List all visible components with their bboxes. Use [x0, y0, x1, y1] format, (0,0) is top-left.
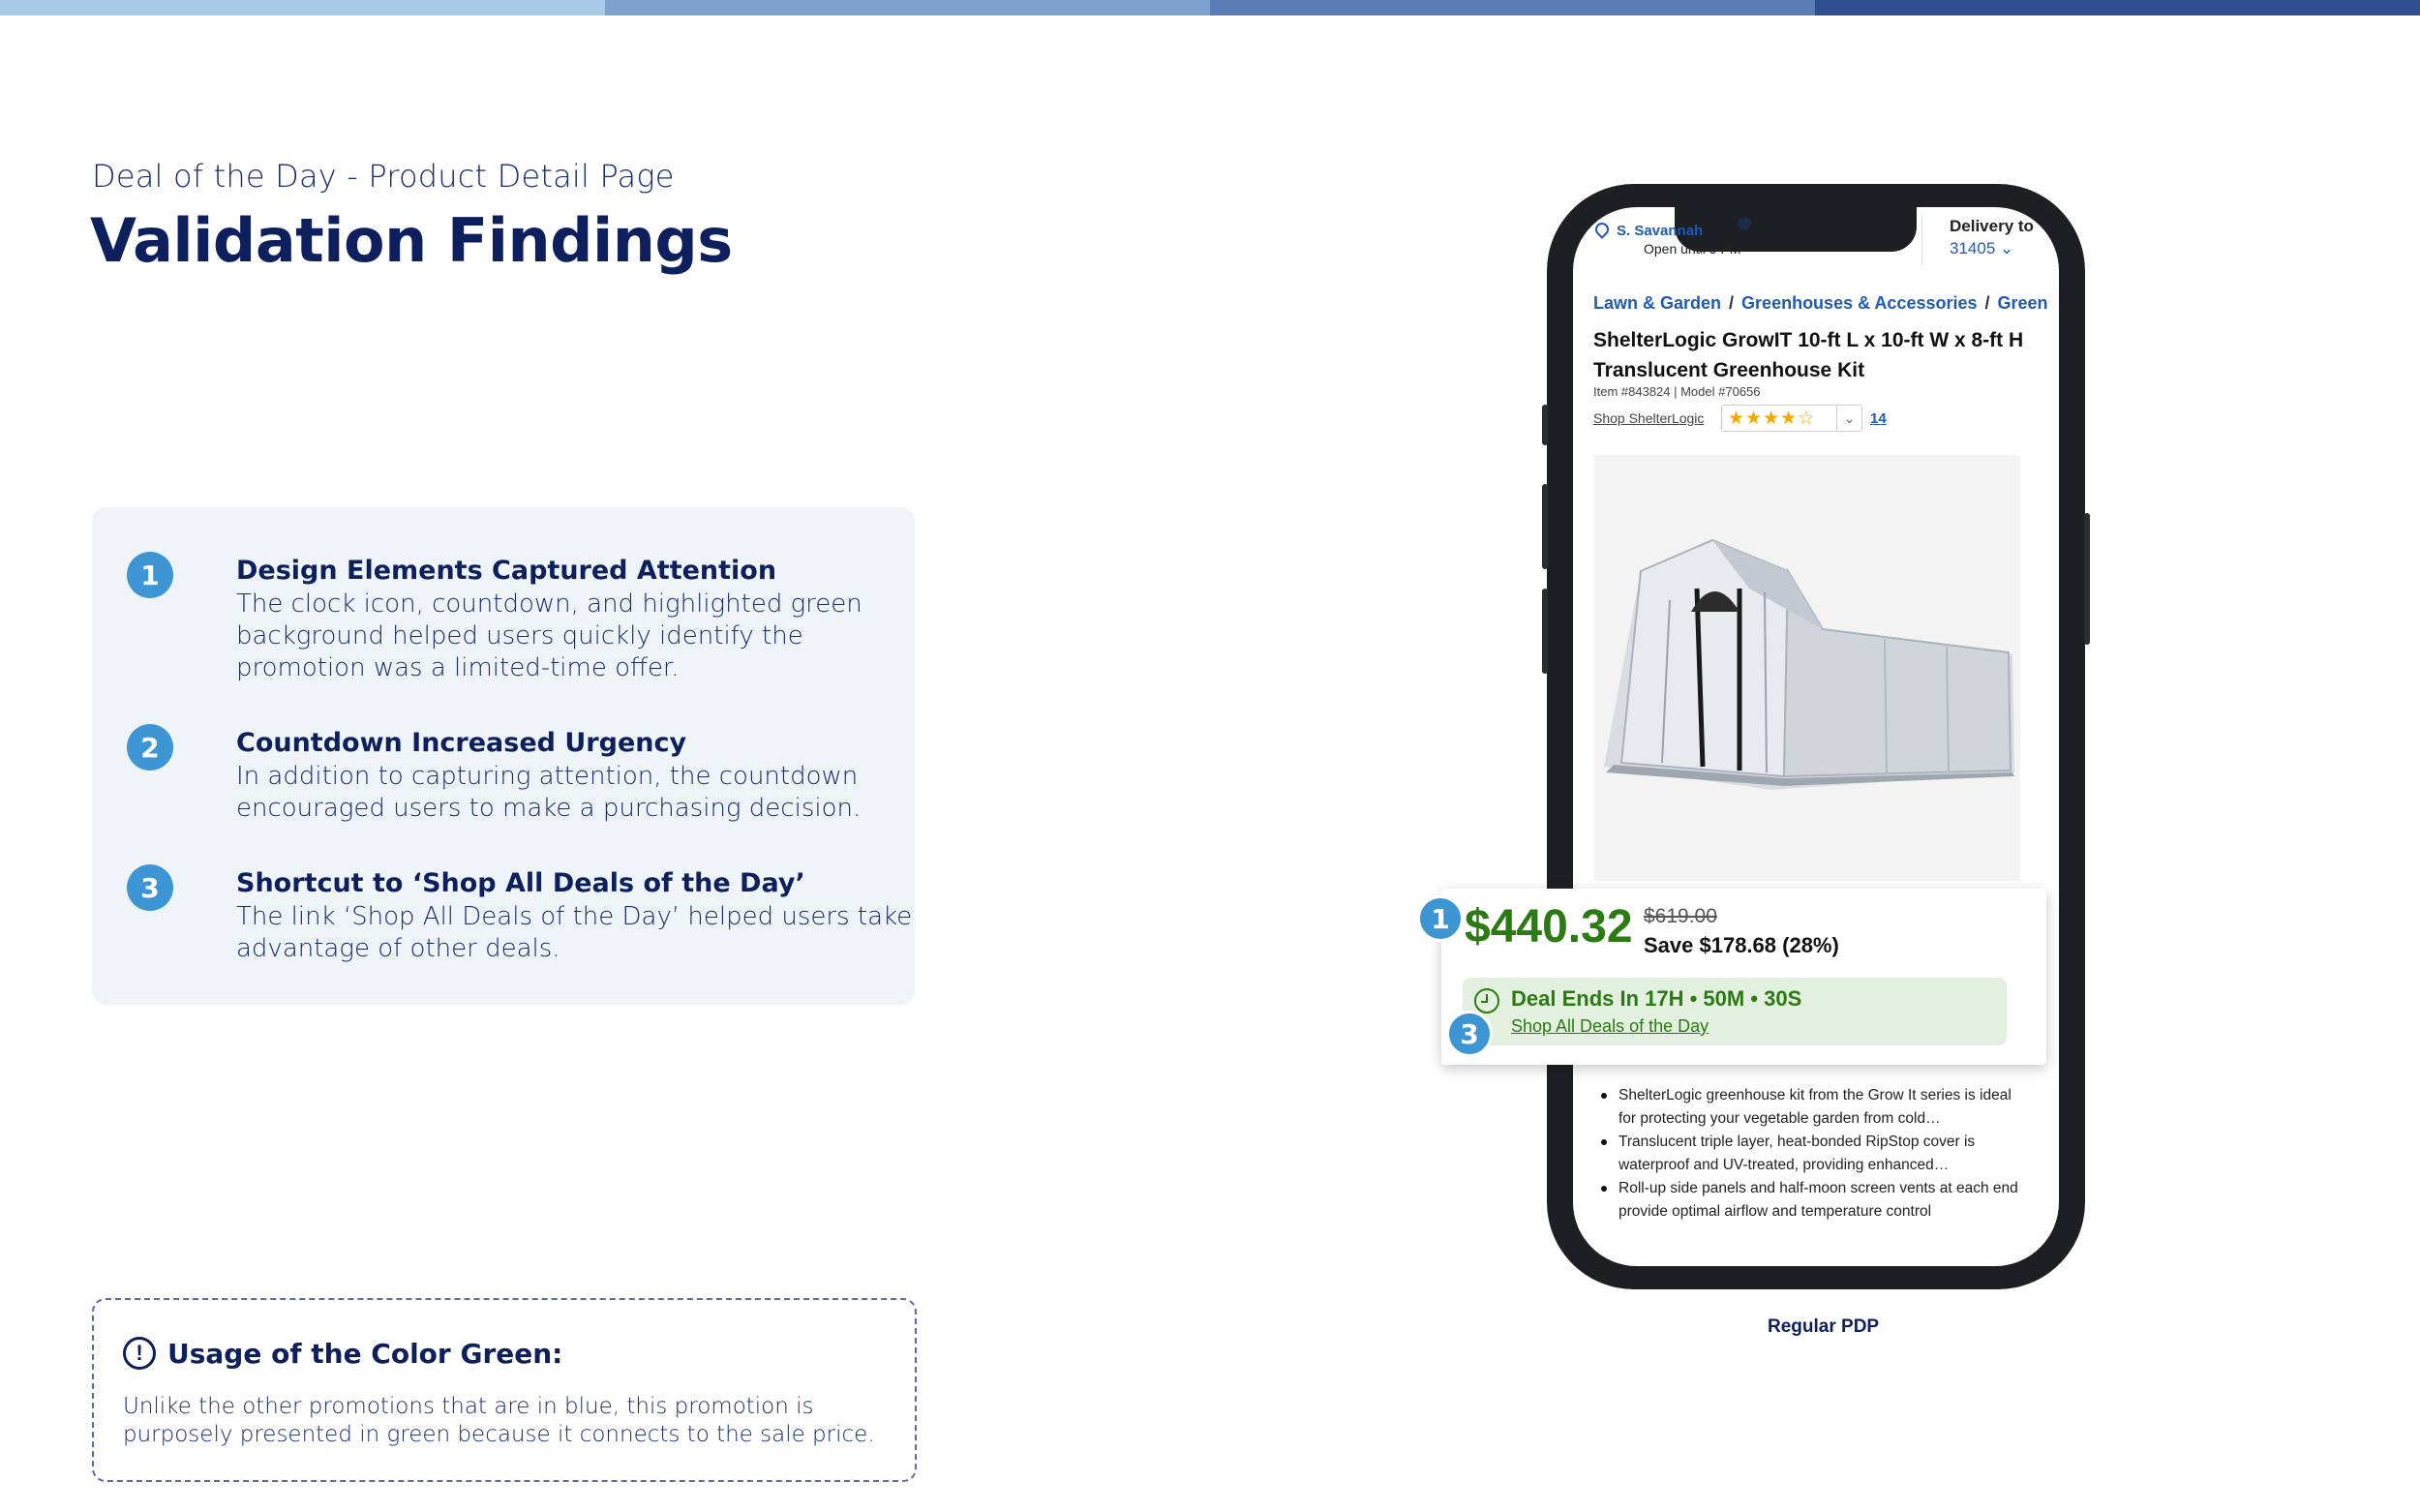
- color-segment: [605, 0, 1210, 15]
- delivery-zip[interactable]: [1950, 239, 2013, 258]
- phone-side-button: [1542, 484, 1548, 569]
- finding-body: In addition to capturing attention, the countdown encouraged users to make a purchasing decision.: [236, 762, 862, 823]
- breadcrumb-item[interactable]: Greenhouses & Accessories: [1741, 293, 1978, 313]
- was-price: $619.00: [1644, 905, 1717, 927]
- finding-title: Design Elements Captured Attention: [236, 556, 777, 586]
- note-body: Unlike the other promotions that are in blue, this promotion is purposely presented in green because it connects to the sale price.: [123, 1394, 875, 1447]
- color-segment: [1815, 0, 2420, 15]
- sale-price: $440.32: [1465, 901, 1633, 953]
- list-item: Translucent triple layer, heat-bonded RipStop cover is waterproof and UV-treated, providing enhanced…: [1599, 1131, 2025, 1177]
- callout-badge: 3: [1446, 1011, 1493, 1057]
- product-meta: Item #843824 | Model #70656: [1593, 384, 1761, 399]
- number-badge: 2: [127, 724, 173, 771]
- breadcrumb-item[interactable]: Green: [1997, 293, 2048, 313]
- finding-title: Shortcut to ‘Shop All Deals of the Day’: [236, 868, 805, 898]
- list-item: Roll-up side panels and half-moon screen vents at each end provide optimal airflow and temperature control: [1599, 1177, 2025, 1224]
- phone-side-button: [1542, 405, 1548, 445]
- breadcrumb-item[interactable]: Lawn & Garden: [1593, 293, 1722, 313]
- status-divider: [1921, 215, 1922, 265]
- finding-title: Countdown Increased Urgency: [236, 728, 687, 758]
- savings-text: Save $178.68 (28%): [1644, 933, 1839, 957]
- chevron-down-icon: ⌄: [2000, 239, 2014, 257]
- camera-icon: [1738, 217, 1751, 230]
- price-card: [1441, 889, 2046, 1065]
- shop-brand-link[interactable]: Shop ShelterLogic: [1593, 410, 1705, 426]
- product-highlights: [1599, 1084, 2025, 1224]
- product-image[interactable]: [1594, 455, 2020, 881]
- list-item: ShelterLogic greenhouse kit from the Grow It series is ideal for protecting your vegetable garden from cold…: [1599, 1084, 2025, 1131]
- rating-widget[interactable]: [1721, 405, 1862, 432]
- finding-body: The link ‘Shop All Deals of the Day’ helped users take advantage of other deals.: [236, 902, 913, 963]
- color-segment: [0, 0, 605, 15]
- page-subtitle: Deal of the Day - Product Detail Page: [92, 158, 675, 195]
- phone-side-button: [2084, 513, 2090, 645]
- number-badge: 3: [127, 864, 173, 911]
- greenhouse-illustration: [1594, 455, 2020, 881]
- store-location[interactable]: [1595, 223, 1703, 239]
- chevron-down-icon: ⌄: [1836, 406, 1861, 431]
- deal-countdown: Deal Ends In 17H • 50M • 30S: [1511, 986, 1802, 1011]
- findings-panel: [92, 507, 915, 1005]
- alert-circle-icon: !: [123, 1337, 156, 1370]
- color-usage-note: [92, 1298, 917, 1482]
- breadcrumb-separator: /: [1729, 293, 1735, 313]
- location-pin-icon: [1592, 220, 1612, 239]
- product-title: ShelterLogic GrowIT 10-ft L x 10-ft W x 8-ft H Translucent Greenhouse Kit: [1593, 329, 2024, 381]
- deal-countdown-box: [1463, 978, 2007, 1045]
- top-color-bar: [0, 0, 2420, 15]
- phone-caption: Regular PDP: [1768, 1316, 1880, 1337]
- breadcrumb: [1593, 293, 2048, 314]
- callout-badge: 1: [1417, 895, 1464, 942]
- store-name: S. Savannah: [1617, 223, 1704, 239]
- shop-all-deals-link[interactable]: Shop All Deals of the Day: [1511, 1016, 1709, 1036]
- note-header: [123, 1337, 562, 1370]
- number-badge: 1: [127, 552, 173, 598]
- star-rating-icon: ★★★★☆: [1728, 408, 1816, 429]
- review-count-link[interactable]: 14: [1870, 410, 1887, 427]
- breadcrumb-separator: /: [1984, 293, 1990, 313]
- color-segment: [1210, 0, 1815, 15]
- phone-side-button: [1542, 589, 1548, 674]
- page-title: Validation Findings: [90, 205, 733, 276]
- clock-icon: [1474, 988, 1499, 1013]
- note-title: Usage of the Color Green:: [167, 1337, 563, 1370]
- finding-body: The clock icon, countdown, and highlighted green background helped users quickly identify the promotion was a limited-time offer.: [236, 590, 862, 682]
- delivery-label: Delivery to: [1950, 217, 2034, 235]
- zip-value: 31405: [1950, 239, 1996, 257]
- store-hours: Open until 9 PM: [1644, 241, 1741, 257]
